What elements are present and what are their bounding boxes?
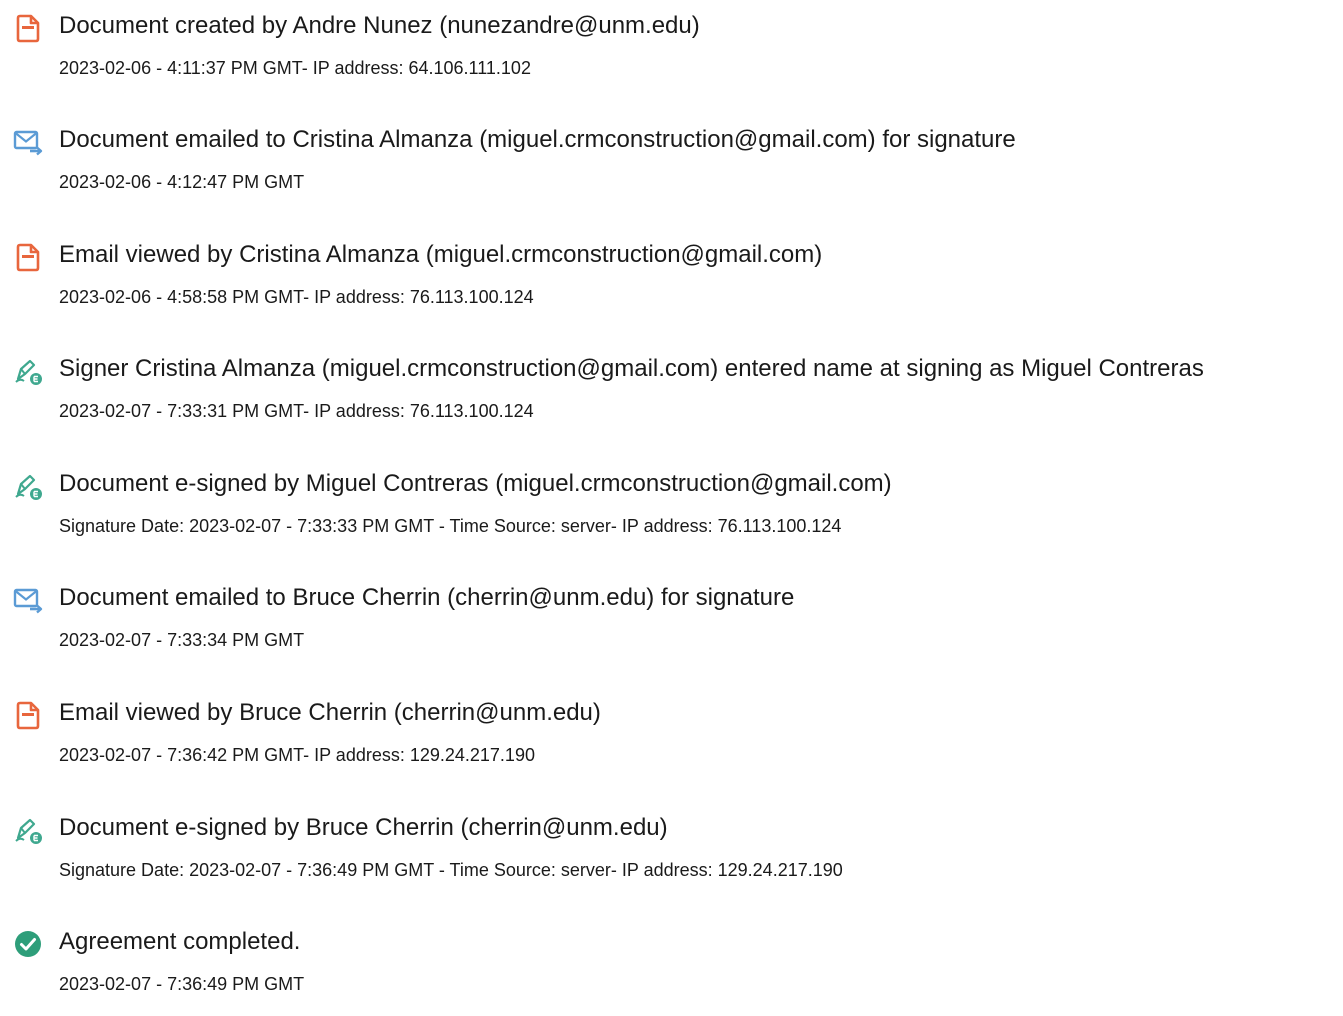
document-icon [12, 241, 44, 273]
audit-event [0, 572, 1343, 672]
audit-event [0, 0, 1343, 100]
event-detail: 2023-02-06 - 4:11:37 PM GMT- IP address: 64.106.111.102 [59, 58, 531, 78]
document-icon [12, 699, 44, 731]
checkmark-circle-icon [12, 928, 44, 960]
audit-event [0, 916, 1343, 1016]
audit-event [0, 229, 1343, 329]
event-title: Document emailed to Bruce Cherrin (cherrin@unm.edu) for signature [59, 584, 795, 611]
audit-event [0, 802, 1343, 902]
event-detail: 2023-02-06 - 4:12:47 PM GMT [59, 172, 305, 192]
audit-event [0, 458, 1343, 558]
event-title: Signer Cristina Almanza (miguel.crmconstruction@gmail.com) entered name at signing as Miguel Contreras [59, 355, 1204, 382]
event-detail: Signature Date: 2023-02-07 - 7:36:49 PM GMT - Time Source: server- IP address: 129.24.217.190 [59, 860, 843, 880]
e-sign-pen-icon [12, 814, 44, 846]
audit-event [0, 687, 1343, 787]
event-detail: 2023-02-07 - 7:36:42 PM GMT- IP address: 129.24.217.190 [59, 745, 535, 765]
email-icon [12, 126, 44, 158]
event-detail: 2023-02-06 - 4:58:58 PM GMT- IP address: 76.113.100.124 [59, 287, 534, 307]
event-title: Email viewed by Cristina Almanza (miguel.crmconstruction@gmail.com) [59, 241, 823, 268]
event-detail: Signature Date: 2023-02-07 - 7:33:33 PM GMT - Time Source: server- IP address: 76.113.100.124 [59, 516, 842, 536]
event-title: Agreement completed. [59, 928, 301, 955]
event-title: Document e-signed by Miguel Contreras (miguel.crmconstruction@gmail.com) [59, 470, 892, 497]
event-title: Document created by Andre Nunez (nunezandre@unm.edu) [59, 12, 700, 39]
e-sign-pen-icon [12, 470, 44, 502]
event-detail: 2023-02-07 - 7:33:31 PM GMT- IP address: 76.113.100.124 [59, 401, 534, 421]
document-icon [12, 12, 44, 44]
audit-event [0, 114, 1343, 214]
audit-event [0, 343, 1343, 443]
email-icon [12, 584, 44, 616]
event-title: Document e-signed by Bruce Cherrin (cherrin@unm.edu) [59, 814, 668, 841]
event-detail: 2023-02-07 - 7:36:49 PM GMT [59, 974, 305, 994]
event-title: Email viewed by Bruce Cherrin (cherrin@unm.edu) [59, 699, 601, 726]
event-title: Document emailed to Cristina Almanza (miguel.crmconstruction@gmail.com) for signature [59, 126, 1016, 153]
e-sign-pen-icon [12, 355, 44, 387]
event-detail: 2023-02-07 - 7:33:34 PM GMT [59, 630, 305, 650]
